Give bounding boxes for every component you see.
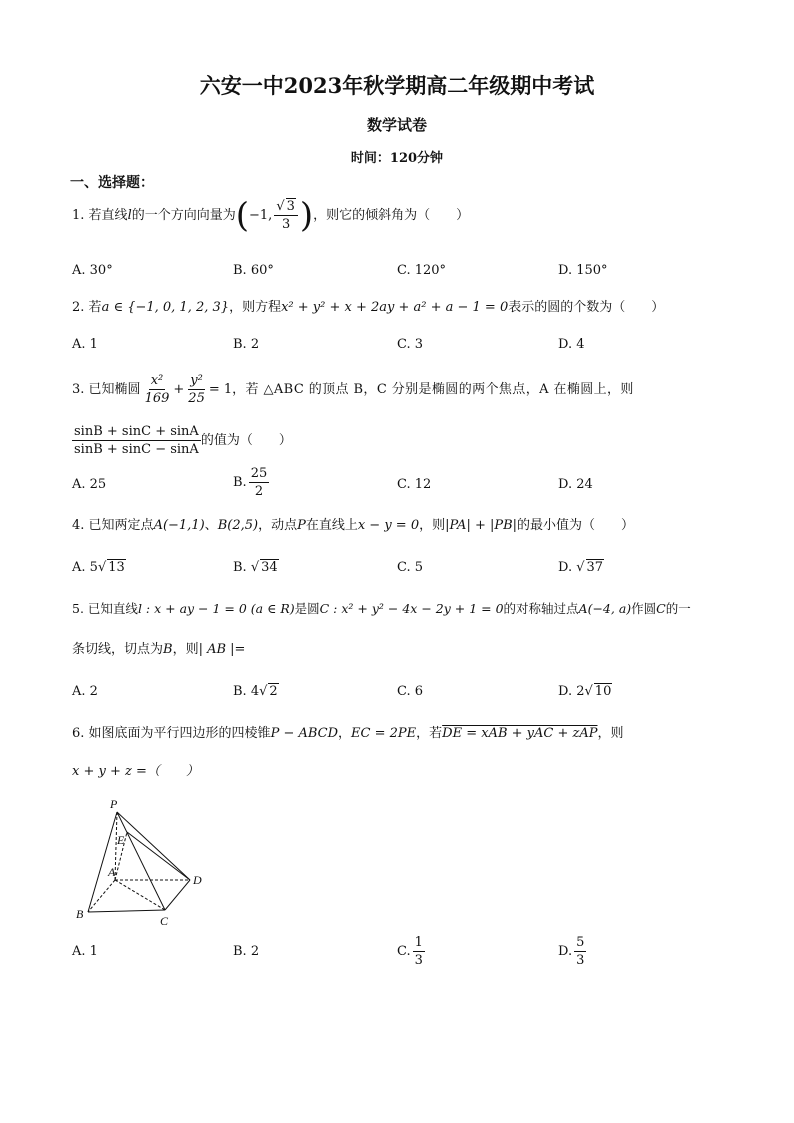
- fraction: $\frac{√ 3}{3}$: [274, 198, 298, 233]
- question-number: 1.: [72, 208, 85, 223]
- question-5-line2: 条切线，切点为B，则| AB |=: [72, 642, 246, 657]
- q2-option-c: C. 3: [397, 337, 424, 352]
- q4-option-b: B. √ 34: [233, 560, 278, 575]
- time-limit: 时间：120分钟: [350, 151, 444, 166]
- label-a: A: [108, 865, 116, 879]
- q3-option-b: B. $\frac{25}{2}$: [233, 466, 268, 499]
- question-1: 1. 若直线l的一个方向向量为(−1, $\frac{√ 3}{3}$ )，则它的倾斜角为（ ）: [72, 195, 470, 236]
- q3-option-d: D. 24: [558, 477, 593, 492]
- label-c: C: [160, 914, 169, 928]
- question-number: 5.: [72, 601, 84, 616]
- pyramid-solid-edges: [88, 812, 190, 912]
- q1-option-c: C. 120°: [397, 263, 447, 278]
- q5-option-d: D. 2√ 10: [558, 684, 612, 699]
- pyramid-hidden-edges: [88, 812, 190, 912]
- label-p: P: [110, 797, 118, 811]
- question-6-line2: x + y + z =（ ）: [72, 764, 199, 779]
- q4-option-a: A. 5√ 13: [72, 560, 125, 575]
- edge-ed: [127, 832, 190, 880]
- q2-option-d: D. 4: [558, 337, 585, 352]
- q5-option-b: B. 4√ 2: [233, 684, 278, 699]
- q6-option-d: D. $\frac{5}{3}$: [558, 935, 585, 968]
- question-4: 4. 已知两定点A(−1,1)、B(2,5)，动点P在直线上x − y = 0，则|PA| + |PB|的最小值为（ ）: [72, 518, 635, 533]
- subject-title: 数学试卷: [366, 116, 427, 134]
- question-number: 3.: [72, 382, 85, 397]
- label-b: B: [76, 907, 84, 921]
- fraction: $\frac{25}{2}$: [250, 466, 268, 499]
- question-number: 4.: [72, 518, 85, 533]
- q3-option-a: A. 25: [72, 477, 107, 492]
- section-heading-choice: 一、选择题：: [70, 175, 154, 191]
- fraction: $\frac{\text{y²}}{25}$: [188, 373, 205, 406]
- q2-option-b: B. 2: [233, 337, 260, 352]
- question-2: 2. 若a ∈ {−1, 0, 1, 2, 3}，则方程x² + y² + x + 2ay + a² + a − 1 = 0表示的圆的个数为（ ）: [72, 300, 665, 315]
- page-title: 六安一中2023年秋学期高二年级期中考试: [199, 73, 595, 98]
- q4-option-c: C. 5: [397, 560, 424, 575]
- edge-ab: [88, 880, 115, 912]
- fraction: $\frac{\sin B + \sin C + \sin A}{\sin B + \sin C - \sin A}$: [74, 424, 199, 457]
- edge-pb: [88, 812, 117, 912]
- q5-option-c: C. 6: [397, 684, 424, 699]
- q1-option-a: A. 30°: [72, 263, 113, 278]
- edge-cd: [165, 880, 190, 910]
- q5-option-a: A. 2: [72, 684, 98, 699]
- q1-option-b: B. 60°: [233, 263, 274, 278]
- label-d: D: [193, 873, 202, 887]
- label-e: E: [117, 833, 125, 847]
- question-3: 3. 已知椭圆 $\frac{\text{x²}}{169}$ + $\frac{\text{y²}}{25}$ = 1，若 △ABC 的顶点 B，C 分别是椭圆的两个焦点，A 在椭圆上，则: [72, 373, 634, 406]
- q4-option-d: D. √ 37: [558, 560, 604, 575]
- fraction: $\frac{5}{3}$: [576, 935, 585, 968]
- q6-option-c: C. $\frac{1}{3}$: [397, 935, 423, 968]
- question-3-line2: $\frac{\sin B + \sin C + \sin A}{\sin B + \sin C - \sin A}$ 的值为（ ）: [74, 424, 292, 457]
- question-number: 6.: [72, 726, 85, 741]
- q2-option-a: A. 1: [72, 337, 98, 352]
- question-number: 2.: [72, 300, 85, 315]
- edge-bc: [88, 910, 165, 912]
- q3-option-c: C. 12: [397, 477, 432, 492]
- question-5: 5. 已知直线l : x + ay − 1 = 0 (a ∈ R)是圆C : x² + y² − 4x − 2y + 1 = 0的对称轴过点A(−4, a)作圆C的一: [72, 601, 691, 616]
- edge-pd: [117, 812, 190, 880]
- question-6: 6. 如图底面为平行四边形的四棱锥P − ABCD，EC = 2PE，若DE = xAB + yAC + zAP，则: [72, 726, 624, 741]
- q6-option-a: A. 1: [72, 944, 98, 959]
- pyramid-figure: [70, 792, 210, 932]
- q1-option-d: D. 150°: [558, 263, 608, 278]
- fraction: $\frac{\text{x²}}{169}$: [144, 373, 170, 406]
- fraction: $\frac{1}{3}$: [414, 935, 423, 968]
- q6-option-b: B. 2: [233, 944, 260, 959]
